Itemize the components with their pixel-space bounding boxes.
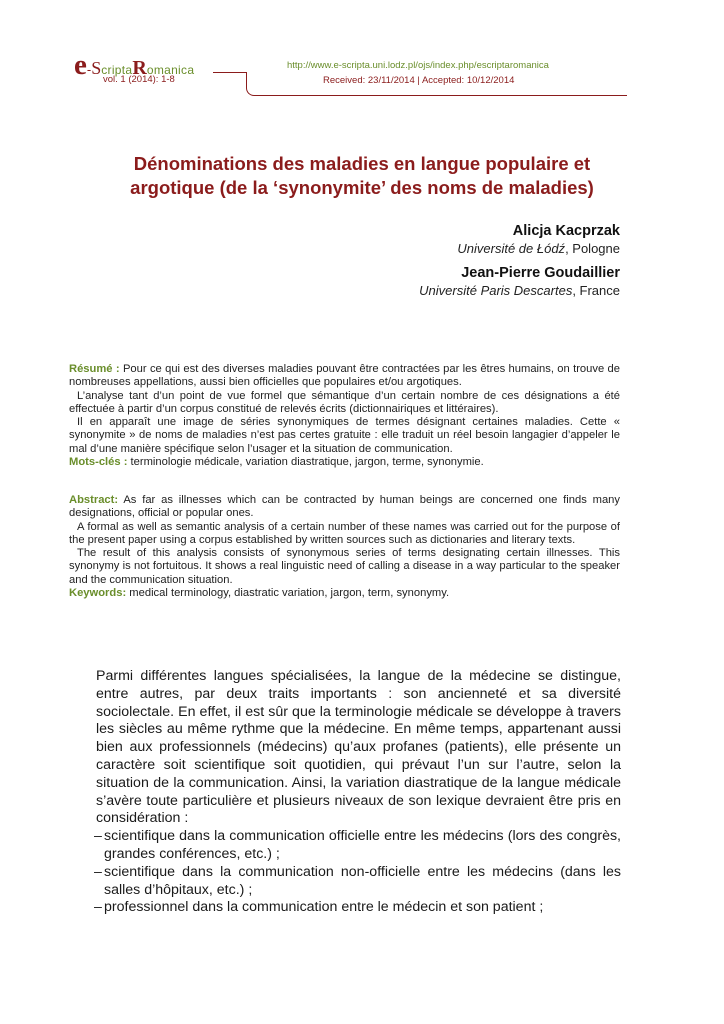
body-text <box>96 668 621 917</box>
resume-label: Résumé : <box>69 363 120 375</box>
volume-info: vol. 1 (2014): 1-8 <box>103 74 175 85</box>
author-name: Jean-Pierre Goudaillier <box>461 265 620 281</box>
author-name: Alicja Kacprzak <box>512 223 620 239</box>
list-item: – professionnel dans la communication entre le médecin et son patient ; <box>94 899 544 916</box>
abstract-keywords <box>69 587 620 600</box>
journal-url[interactable]: http://www.e-scripta.uni.lodz.pl/ojs/index.php/escriptaromanica <box>287 60 549 71</box>
keywords-text: terminologie médicale, variation diastratique, jargon, terme, synonymie. <box>127 456 484 469</box>
logo-e: e <box>74 49 87 81</box>
author-affiliation <box>457 240 620 257</box>
header-rule <box>213 72 246 73</box>
keywords-label: Mots-clés : <box>69 456 128 469</box>
affiliation-country: , France <box>572 283 620 298</box>
abstract-section <box>69 494 620 600</box>
level-list <box>96 828 621 917</box>
resume-keywords <box>69 456 620 469</box>
abstract-paragraph-2: A formal as well as semantic analysis of a certain number of these names was carried out for the purpose of the present paper using a corpus established by written sources such as dictionaries and literary texts. <box>69 520 620 546</box>
article-title: Dénominations des maladies en langue populaire et argotique (de la ‘synonymite’ des noms de maladies) <box>130 153 594 198</box>
keywords-label: Keywords: <box>69 587 127 600</box>
keywords-text: medical terminology, diastratic variation, jargon, term, synonymy. <box>126 587 450 600</box>
affiliation-institution: Université de Łódź <box>457 241 566 256</box>
affiliation-institution: Université Paris Descartes <box>419 283 573 298</box>
body-paragraph: Parmi différentes langues spécialisées, la langue de la médecine se distingue, entre autres, par deux traits importants : son ancienneté et sa diversité sociolectale. En effet, il est sûr que la terminologie médicale se développe à travers les siècles au même rythme que la médecine. En même temps, appartenant aussi bien aux professionnels (médecins) qu’aux profanes (patients), elle présente un caractère soit scientifique soit quotidien, qui prévaut l’un sur l’autre, selon la situation de la communication. Ainsi, la variation diastratique de la langue médicale s’avère toute particulière et plusieurs niveaux de son lexique devraient être pris en considération : <box>96 668 621 827</box>
resume-paragraph-3: Il en apparaît une image de séries synonymiques de termes désignant certaines maladies. Cette « synonymite » de noms de maladies n’est pas certes gratuite : elle traduit un réel besoin langagier d’appeler le mal d’une manière spécifique selon l’usager et la situation de communication. <box>69 416 620 455</box>
author-affiliation <box>419 282 620 299</box>
author-block-1 <box>457 222 620 257</box>
received-accepted-dates: Received: 23/11/2014 | Accepted: 10/12/2014 <box>323 75 515 86</box>
logo-omanica: omanica <box>146 63 195 77</box>
abstract-label: Abstract: <box>69 494 119 506</box>
abstract-text-1: As far as illnesses which can be contracted by human beings are concerned one finds many designations, official or popular ones. <box>69 494 620 520</box>
resume-text-1: Pour ce qui est des diverses maladies pouvant être contractées par les êtres humains, on trouve de nombreuses appellations, aussi bien officielles que populaires et/ou argotiques. <box>69 363 620 389</box>
logo-cripta: cripta <box>101 63 133 77</box>
abstract-paragraph-1 <box>69 494 620 521</box>
list-item: – scientifique dans la communication non-officielle entre les médecins (dans les salles d’hôpitaux, etc.) ; <box>94 863 621 898</box>
resume-paragraph-1 <box>69 363 620 390</box>
affiliation-country: , Pologne <box>565 241 620 256</box>
logo-s: S <box>91 58 102 78</box>
abstract-paragraph-3: The result of this analysis consists of synonymous series of terms designating certain illnesses. This synonymy is not fortuitous. It shows a real linguistic need of calling a disease in a way particular to the speaker and the communication situation. <box>69 547 620 586</box>
resume-paragraph-2: L’analyse tant d’un point de vue formel que sémantique d’un certain nombre de ces désignations a été effectuée à partir d’un corpus constitué de relevés écrits (dictionnairiques et littéraires). <box>69 389 620 415</box>
author-block-2 <box>419 264 620 299</box>
list-item: – scientifique dans la communication officielle entre les médecins (lors des congrès, grandes conférences, etc.) ; <box>94 828 621 862</box>
logo-r: R <box>132 57 147 79</box>
resume-section <box>69 363 620 469</box>
logo-dash: - <box>86 62 92 77</box>
